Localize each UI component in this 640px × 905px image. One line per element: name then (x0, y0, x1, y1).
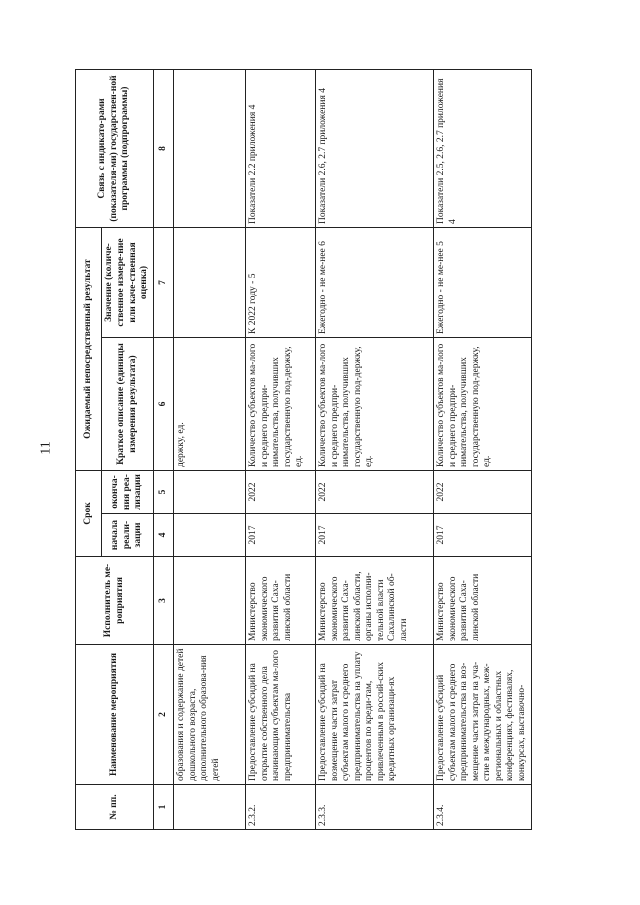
result-description: Количество субъектов ма-лого и среднего предпри-нимательства, получивших государственную под-держку, ед. (316, 338, 434, 471)
column-number: 1 (154, 785, 174, 830)
measure-executor: Министерство экономического развития Саха-линской области (246, 557, 316, 645)
result-description: Количество субъектов ма-лого и среднего предпри-нимательства, получивших государственную под-держку, ед. (434, 338, 532, 471)
header-link: Связь с индикато-рами (показателя-ми) государствен-ной программы (подпрограммы) (76, 70, 154, 228)
result-description: Количество субъектов ма-лого и среднего предпри-нимательства, получивших государственную под-держку, ед. (246, 338, 316, 471)
term-end (174, 471, 246, 514)
row-number: 2.3.3. (316, 785, 434, 830)
term-end: 2022 (434, 471, 532, 514)
header-result-desc: Краткое описание (единицы измерения результата) (102, 338, 154, 471)
result-value (174, 228, 246, 338)
row-number: 2.3.2. (246, 785, 316, 830)
column-number: 8 (154, 70, 174, 228)
indicator-link: Показатели 2.2 приложения 4 (246, 70, 316, 228)
term-start: 2017 (246, 514, 316, 557)
row-number (174, 785, 246, 830)
measure-name: Предоставление субсидий субъектам малого и среднего предпринимательства на воз-мещение части затрат на уча-стие в международных, меж-региональных и областных конференциях, фестивалях, конкурсах, выставочно- (434, 645, 532, 785)
page-number: 11 (38, 441, 54, 455)
column-number: 7 (154, 228, 174, 338)
measure-name: Предоставление субсидий на открытие собственного дела начинающим субъектам ма-лого предпринимательства (246, 645, 316, 785)
term-start: 2017 (316, 514, 434, 557)
table-row (434, 70, 532, 830)
result-description: держку, ед. (174, 338, 246, 471)
result-value: Ежегодно - не ме-нее 5 (434, 228, 532, 338)
measure-executor: Министерство экономического развития Саха-линской области, органы исполни-тельной власти Сахалинской об-ласти (316, 557, 434, 645)
rotated-table-container (75, 70, 528, 830)
column-number: 3 (154, 557, 174, 645)
column-number: 6 (154, 338, 174, 471)
header-term-end: оконча-ния реа-лизации (102, 471, 154, 514)
measure-executor: Министерство экономического развития Саха-линской области (434, 557, 532, 645)
header-name: Наименование мероприятия (76, 645, 154, 785)
result-value: Ежегодно - не ме-нее 6 (316, 228, 434, 338)
term-end: 2022 (246, 471, 316, 514)
indicator-link: Показатели 2.6, 2.7 приложения 4 (316, 70, 434, 228)
header-no: № пп. (76, 785, 154, 830)
term-end: 2022 (316, 471, 434, 514)
term-start: 2017 (434, 514, 532, 557)
header-executor: Исполнитель ме-роприятия (76, 557, 154, 645)
measure-executor (174, 557, 246, 645)
row-number: 2.3.4. (434, 785, 532, 830)
term-start (174, 514, 246, 557)
indicator-link: Показатели 2.5, 2.6, 2.7 приложения 4 (434, 70, 532, 228)
column-number: 2 (154, 645, 174, 785)
table-row (316, 70, 434, 830)
measures-table (75, 69, 532, 830)
header-result: Ожидаемый непосредственный результат (76, 228, 102, 471)
header-term: Срок (76, 471, 102, 557)
table-row (174, 70, 246, 830)
table-row (246, 70, 316, 830)
header-term-start: начала реали-зации (102, 514, 154, 557)
indicator-link (174, 70, 246, 228)
column-number: 4 (154, 514, 174, 557)
measure-name: образования и содержание детей дошкольного возраста, дополнительного образова-ния детей (174, 645, 246, 785)
measure-name: Предоставление субсидий на возмещение части затрат субъектам малого и среднего предпринимательства на уплату процентов по креди-там, привлеченным в россий-ских кредитных организаци-ях (316, 645, 434, 785)
header-result-value: Значение (количе-ственное измере-ние или каче-ственная оценка) (102, 228, 154, 338)
column-number: 5 (154, 471, 174, 514)
result-value: К 2022 году - 5 (246, 228, 316, 338)
